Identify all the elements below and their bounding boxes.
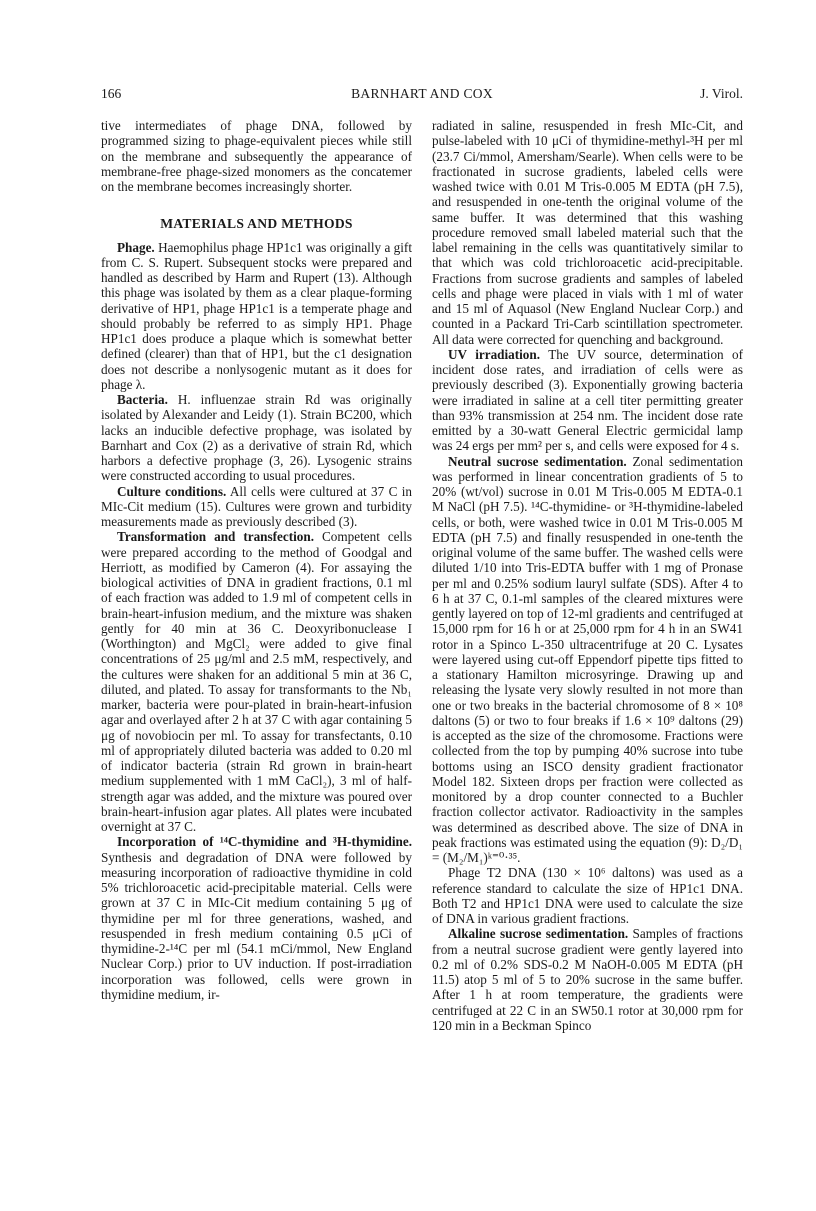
paragraph-text: Haemophilus phage HP1c1 was originally a gift from C. S. Rupert. Subsequent stocks were prepared and handled as described by Harm and Rupert (13). Although this phage was isolated by them as a clear plaque-forming derivative of HP1, phage HP1c1 is a temperate phage and should probably be referred to as simply HP1. Phage HP1c1 does produce a plaque which is somewhat better defined (clearer) than that of HP1, but the c1 designation does not describe a nonlysogenic mutant as it does for phage λ.	[101, 239, 412, 392]
paragraph-transformation	[101, 529, 412, 834]
paragraph-culture-conditions	[101, 484, 412, 530]
paragraph-phage-t2	[432, 865, 743, 926]
paragraph-phage	[101, 240, 412, 393]
paragraph-heading: Culture conditions.	[117, 483, 227, 499]
journal-name: J. Virol.	[700, 86, 743, 101]
paragraph-heading: Neutral sucrose sedimentation.	[448, 453, 627, 469]
running-head	[101, 86, 743, 104]
paragraph-heading: Incorporation of ¹⁴C-thymidine and ³H-thymidine.	[117, 834, 412, 850]
paragraph-heading: Alkaline sucrose sedimentation.	[448, 926, 629, 942]
running-head-authors: BARNHART AND COX	[351, 86, 493, 101]
paragraph-heading: UV irradiation.	[448, 346, 541, 362]
paragraph-text: Samples of fractions from a neutral sucrose gradient were gently layered into 0.2 ml of 0.2% SDS-0.2 M NaOH-0.005 M EDTA (pH 11.5) atop 5 ml of 5 to 20% sucrose in the same buffer. After 1 h at room temperature, the gradients were centrifuged at 22 C in an SW50.1 rotor at 30,000 rpm for 120 min in a Beckman Spinco	[432, 926, 743, 1033]
paragraph-bacteria	[101, 392, 412, 484]
paragraph-heading: Phage.	[117, 239, 155, 255]
paragraph-text: All cells were cultured at 37 C in MIc-Cit medium (15). Cultures were grown and turbidity measurements made as previously described (3).	[101, 483, 412, 529]
paragraph-text: H. influenzae strain Rd was originally isolated by Alexander and Leidy (1). Strain BC200, which lacks an inducible defective prophage, was isolated by Barnhart and Cox (2) as a derivative of strain Rd, which harbors a defective prophage (3, 26). Lysogenic strains were constructed according to usual procedures.	[101, 392, 412, 484]
paragraph-text: Synthesis and degradation of DNA were followed by measuring incorporation of radioactive thymidine in cold 5% trichloroacetic acid-precipitable material. Cells were grown at 37 C in MIc-Cit medium containing 5 μg of thymidine per ml for three generations, washed, and resuspended in fresh medium containing 0.5 μCi of thymidine-2-¹⁴C per ml (54.1 mCi/mmol, New England Nuclear Corp.) prior to UV induction. If post-irradiation incorporation was followed, cells were grown in thymidine medium, ir-	[101, 849, 412, 1002]
paragraph-incorporation	[101, 834, 412, 1002]
paragraph-uv-irradiation	[432, 347, 743, 454]
paragraph-text: The UV source, determination of incident dose rates, and irradiation of cells were as previously described (3). Exponentially growing bacteria were irradiated in saline at a cell titer permitting greater than 93% transmission at 254 nm. The incident dose rate emitted by a 30-watt General Electric germicidal lamp was 24 ergs per mm² per s, and cells were exposed for 4 s.	[432, 346, 743, 454]
paragraph-heading: Transformation and transfection.	[117, 529, 315, 545]
page-number: 166	[101, 86, 122, 101]
paragraph-text: Phage T2 DNA (130 × 10⁶ daltons) was used as a reference standard to calculate the size of HP1c1 DNA. Both T2 and HP1c1 DNA were used to calculate the size of DNA in various gradient fractions.	[432, 865, 743, 926]
paragraph-heading: Bacteria.	[117, 392, 168, 407]
continued-paragraph: radiated in saline, resuspended in fresh MIc-Cit, and pulse-labeled with 10 μCi of thymidine-methyl-³H per ml (23.7 Ci/mmol, Amersham/Searle). When cells were to be fractionated in sucrose gradients, labeled cells were washed twice with 0.01 M Tris-0.005 M EDTA (pH 7.5), and resuspended in one-tenth the original volume of the same buffer. It was determined that this washing procedure removed small labeled material such that the label remaining in the cells was quantitatively similar to that which was cold trichloroacetic acid-precipitable. Fractions from sucrose gradients and samples of labeled cells and phage were placed in vials with 1 ml of water and 15 ml of Aquasol (New England Nuclear Corp.) and counted in a Packard Tri-Carb scintillation spectrometer. All data were corrected for quenching and background.	[432, 118, 743, 347]
continued-paragraph: tive intermediates of phage DNA, followed by programmed sizing to phage-equivalent pieces while still on the membrane and subsequently the appearance of membrane-free phage-sized monomers as the concatemer on the membrane becomes increasingly shorter.	[101, 118, 412, 194]
section-heading: MATERIALS AND METHODS	[160, 216, 353, 232]
left-column	[101, 118, 412, 1002]
right-column	[432, 118, 743, 1033]
paragraph-text: Zonal sedimentation was performed in linear concentration gradients of 5 to 20% (wt/vol) sucrose in 0.01 M Tris-0.005 M EDTA-0.1 M NaCl (pH 7.5). ¹⁴C-thymidine- or ³H-thymidine-labeled cells, or both, were washed twice in 0.01 M Tris-0.005 M EDTA (pH 7.5) and finally resuspended in one-tenth the original volume of the same buffer. The washed cells were diluted 1/10 into Tris-EDTA buffer with 1 mg of Pronase per ml and 0.25% sodium lauryl sulfate (SDS). After 4 to 6 h at 37 C, 0.1-ml samples of the cleared mixtures were gently layered on top of 12-ml gradients and centrifuged at 15,000 rpm for 16 h or at 25,000 rpm for 4 h in an SW41 rotor in a Spinco L-350 ultracentrifuge at 20 C. Lysates were layered using cut-off Eppendorf pipette tips fitted to a stationary Hamilton microsyringe. Drawing up and releasing the lysate very slowly resulted in not more than one or two breaks in the bacterial chromosome of 8 × 10⁸ daltons (5) or two to four breaks if 1.6 × 10⁹ daltons (29) is accepted as the size of the chromosome. Fractions were collected from the top by pumping 40% sucrose into tube bottoms using an ISCO density gradient fractionator Model 182. Sixteen drops per fraction were collected as monitored by a drop counter connected to a Buchler fraction collector activator. Radioactivity in the samples was determined as described above. The size of DNA in peak fractions was estimated using the equation (9): D₂/D₁ = (M₂/M₁)ᵏ⁼⁰·³⁵.	[432, 453, 743, 865]
paragraph-neutral-sucrose	[432, 454, 743, 866]
paragraph-alkaline-sucrose	[432, 926, 743, 1033]
paragraph-text: Competent cells were prepared according to the method of Goodgal and Herriott, as modified by Cameron (4). For assaying the biological activities of DNA in gradient fractions, 0.1 ml of each fraction was added to 1.9 ml of competent cells in brain-heart-infusion medium, and the mixture was shaken gently for 40 min at 36 C. Deoxyribonuclease I (Worthington) and MgCl₂ were added to give final concentrations of 25 μg/ml and 2.5 mM, respectively, and the cultures were shaken for an additional 5 min at 36 C, diluted, and plated. To assay for transformants to the Nb₁ marker, bacteria were pour-plated in brain-heart-infusion agar and overlayed after 2 h at 37 C with agar containing 5 μg of novobiocin per ml. To assay for transfectants, 0.10 ml of appropriately diluted bacteria was added to 0.20 ml of indicator bacteria (strain Rd grown in brain-heart medium supplemented with 1 mM CaCl₂), 3 ml of half-strength agar was added, and the mixture was poured over brain-heart-infusion agar plates. All plates were incubated overnight at 37 C.	[101, 529, 412, 834]
